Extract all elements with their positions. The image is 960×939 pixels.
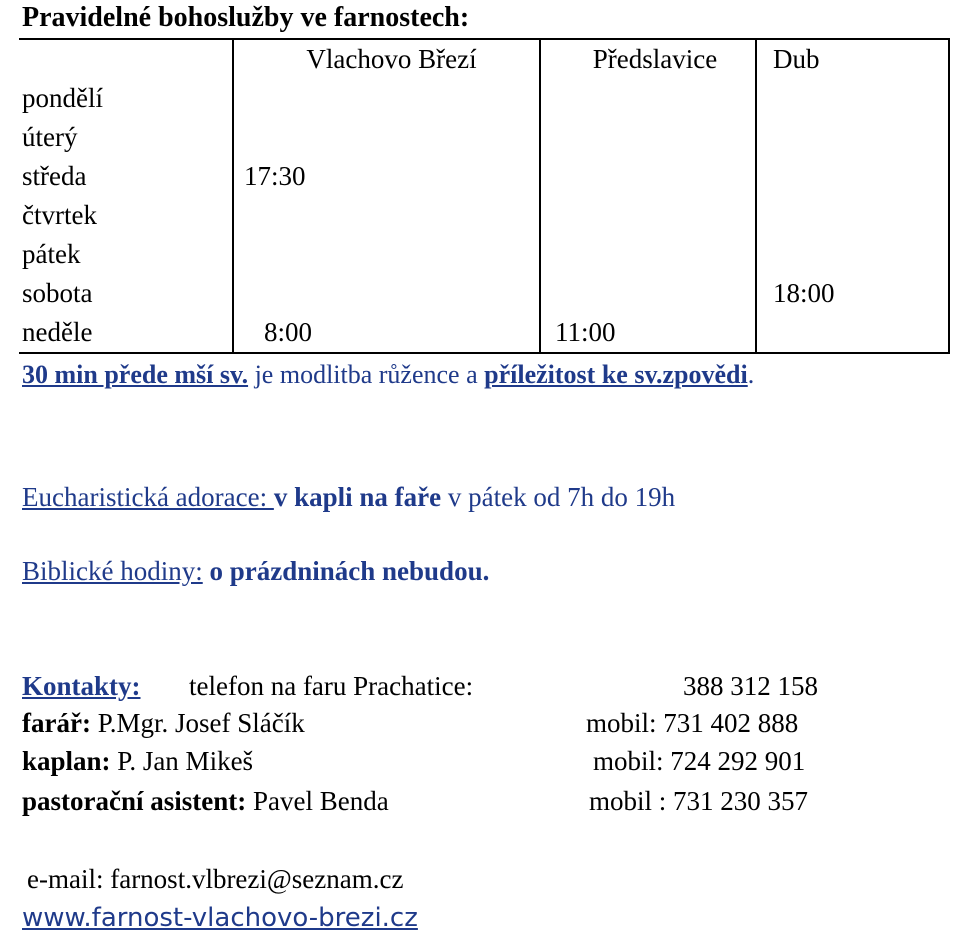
day-cell: středa (19, 157, 233, 196)
adoration-place: v kapli na faře (273, 482, 442, 512)
day-cell: neděle (19, 313, 233, 353)
pastor-contact: farář: P.Mgr. Josef Sláčík (22, 708, 305, 738)
note-rosary: je modlitba růžence a (248, 360, 485, 389)
time-cell: 18:00 (756, 274, 949, 313)
day-cell: sobota (19, 274, 233, 313)
phone-label: telefon na faru Prachatice: (189, 671, 474, 701)
assistant-phone: mobil : 731 230 357 (589, 786, 809, 816)
header-vlachovo-brezi: Vlachovo Březí (233, 39, 540, 79)
adoration-label: Eucharistická adorace: (22, 482, 274, 512)
confession-note (22, 362, 754, 388)
table-header-row (19, 39, 949, 79)
note-mass-time: 30 min přede mší sv. (22, 360, 249, 389)
time-cell (233, 274, 540, 313)
day-cell: pátek (19, 235, 233, 274)
time-cell (540, 274, 756, 313)
adoration-line (22, 484, 675, 511)
time-cell (540, 235, 756, 274)
note-confession: příležitost ke sv.zpovědi (484, 360, 748, 389)
time-cell (756, 313, 949, 353)
email-line[interactable]: e-mail: farnost.vlbrezi@seznam.cz (27, 864, 404, 894)
time-cell: 11:00 (540, 313, 756, 353)
adoration-time: v pátek od 7h do 19h (441, 482, 676, 512)
day-cell: úterý (19, 118, 233, 157)
header-dub: Dub (756, 39, 949, 79)
table-row (19, 313, 949, 353)
day-cell: pondělí (19, 79, 233, 118)
biblical-hours-line (22, 558, 489, 585)
table-row (19, 274, 949, 313)
pastor-phone: mobil: 731 402 888 (586, 708, 799, 738)
header-empty (19, 39, 233, 79)
table-row (19, 157, 949, 196)
time-cell (233, 79, 540, 118)
day-cell: čtvrtek (19, 196, 233, 235)
time-cell (540, 118, 756, 157)
time-cell (756, 235, 949, 274)
time-cell (756, 196, 949, 235)
assistant-contact: pastorační asistent: Pavel Benda (22, 786, 389, 816)
table-row (19, 118, 949, 157)
time-cell (540, 196, 756, 235)
time-cell: 17:30 (233, 157, 540, 196)
time-cell (233, 118, 540, 157)
time-cell: 8:00 (233, 313, 540, 353)
time-cell (756, 79, 949, 118)
mass-schedule-table (19, 38, 950, 354)
website-link[interactable]: www.farnost-vlachovo-brezi.cz (22, 903, 418, 933)
table-row (19, 235, 949, 274)
table-row (19, 79, 949, 118)
time-cell (233, 235, 540, 274)
time-cell (756, 118, 949, 157)
time-cell (540, 79, 756, 118)
parish-phone: 388 312 158 (683, 671, 818, 701)
header-predslavice: Předslavice (540, 39, 756, 79)
page-title: Pravidelné bohoslužby ve farnostech: (22, 2, 470, 33)
biblical-label: Biblické hodiny: (22, 556, 203, 586)
contacts-label: Kontakty: (22, 671, 141, 701)
biblical-text: o prázdninách nebudou. (202, 556, 490, 586)
table-row (19, 196, 949, 235)
chaplain-phone: mobil: 724 292 901 (593, 746, 806, 776)
note-period: . (747, 360, 755, 389)
time-cell (233, 196, 540, 235)
chaplain-contact: kaplan: P. Jan Mikeš (22, 746, 254, 776)
time-cell (540, 157, 756, 196)
time-cell (756, 157, 949, 196)
